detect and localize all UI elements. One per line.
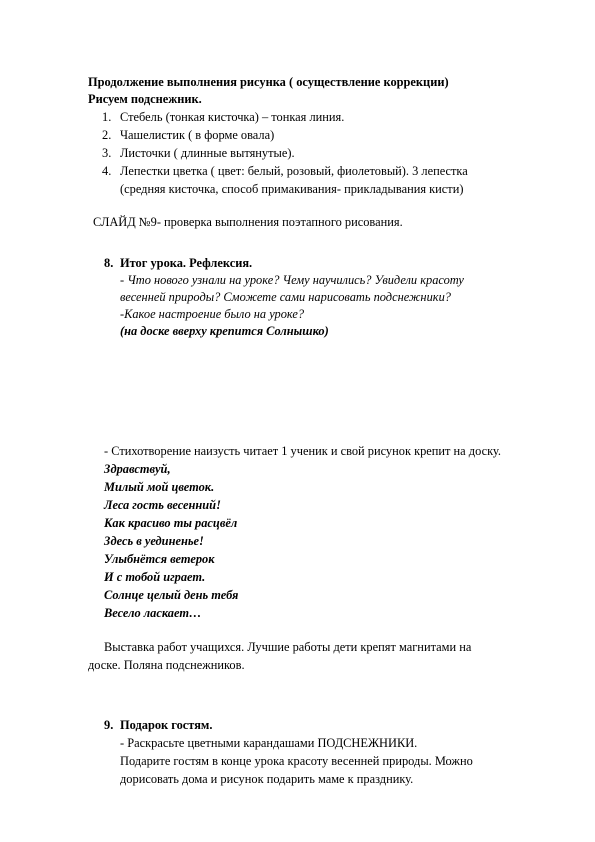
poem-line: Как красиво ты расцвёл: [104, 516, 238, 530]
poem-line: Весело ласкает…: [104, 606, 202, 620]
reflection-question: - Что нового узнали на уроке? Чему научились? Увидели красоту: [120, 273, 464, 287]
reflection-question: -Какое настроение было на уроке?: [120, 307, 305, 321]
poem-line: Улыбнётся ветерок: [104, 552, 215, 566]
step-number: 1.: [102, 110, 112, 124]
step-number: 3.: [102, 146, 112, 160]
section-title: Подарок гостям.: [120, 718, 213, 732]
gift-line: Подарите гостям в конце урока красоту весенней природы. Можно: [120, 754, 473, 768]
poem-line: Здравствуй,: [104, 462, 171, 476]
exhibition-line: доске. Поляна подснежников.: [88, 658, 245, 672]
section-number: 8.: [104, 256, 114, 270]
poem-intro: - Стихотворение наизусть читает 1 ученик и свой рисунок крепит на доску.: [104, 444, 501, 458]
poem-line: Здесь в уединенье!: [104, 534, 204, 548]
poem-line: Солнце целый день тебя: [104, 588, 239, 602]
step-number: 2.: [102, 128, 112, 142]
reflection-question: весенней природы? Сможете сами нарисовать подснежники?: [120, 290, 451, 304]
step-number: 4.: [102, 164, 112, 178]
reflection-note: (на доске вверху крепится Солнышко): [120, 324, 329, 338]
step-text: Лепестки цветка ( цвет: белый, розовый, фиолетовый). 3 лепестка: [120, 164, 468, 178]
step-text: Листочки ( длинные вытянутые).: [120, 146, 295, 160]
gift-line: - Раскрасьте цветными карандашами ПОДСНЕЖНИКИ.: [120, 736, 418, 750]
gift-line: дорисовать дома и рисунок подарить маме к празднику.: [120, 772, 414, 786]
poem-line: Милый мой цветок.: [104, 480, 215, 494]
slide-note: СЛАЙД №9- проверка выполнения поэтапного рисования.: [93, 215, 403, 229]
step-text-continued: (средняя кисточка, способ примакивания- прикладывания кисти): [120, 182, 464, 196]
section-number: 9.: [104, 718, 114, 732]
step-text: Стебель (тонкая кисточка) – тонкая линия.: [120, 110, 345, 124]
poem-line: Леса гость весенний!: [104, 498, 221, 512]
exhibition-line: Выставка работ учащихся. Лучшие работы дети крепят магнитами на: [104, 640, 472, 654]
heading-line-1: Продолжение выполнения рисунка ( осуществление коррекции): [88, 75, 449, 89]
heading-line-2: Рисуем подснежник.: [88, 92, 202, 106]
step-text: Чашелистик ( в форме овала): [120, 128, 275, 142]
section-title: Итог урока. Рефлексия.: [120, 256, 253, 270]
poem-line: И с тобой играет.: [104, 570, 206, 584]
